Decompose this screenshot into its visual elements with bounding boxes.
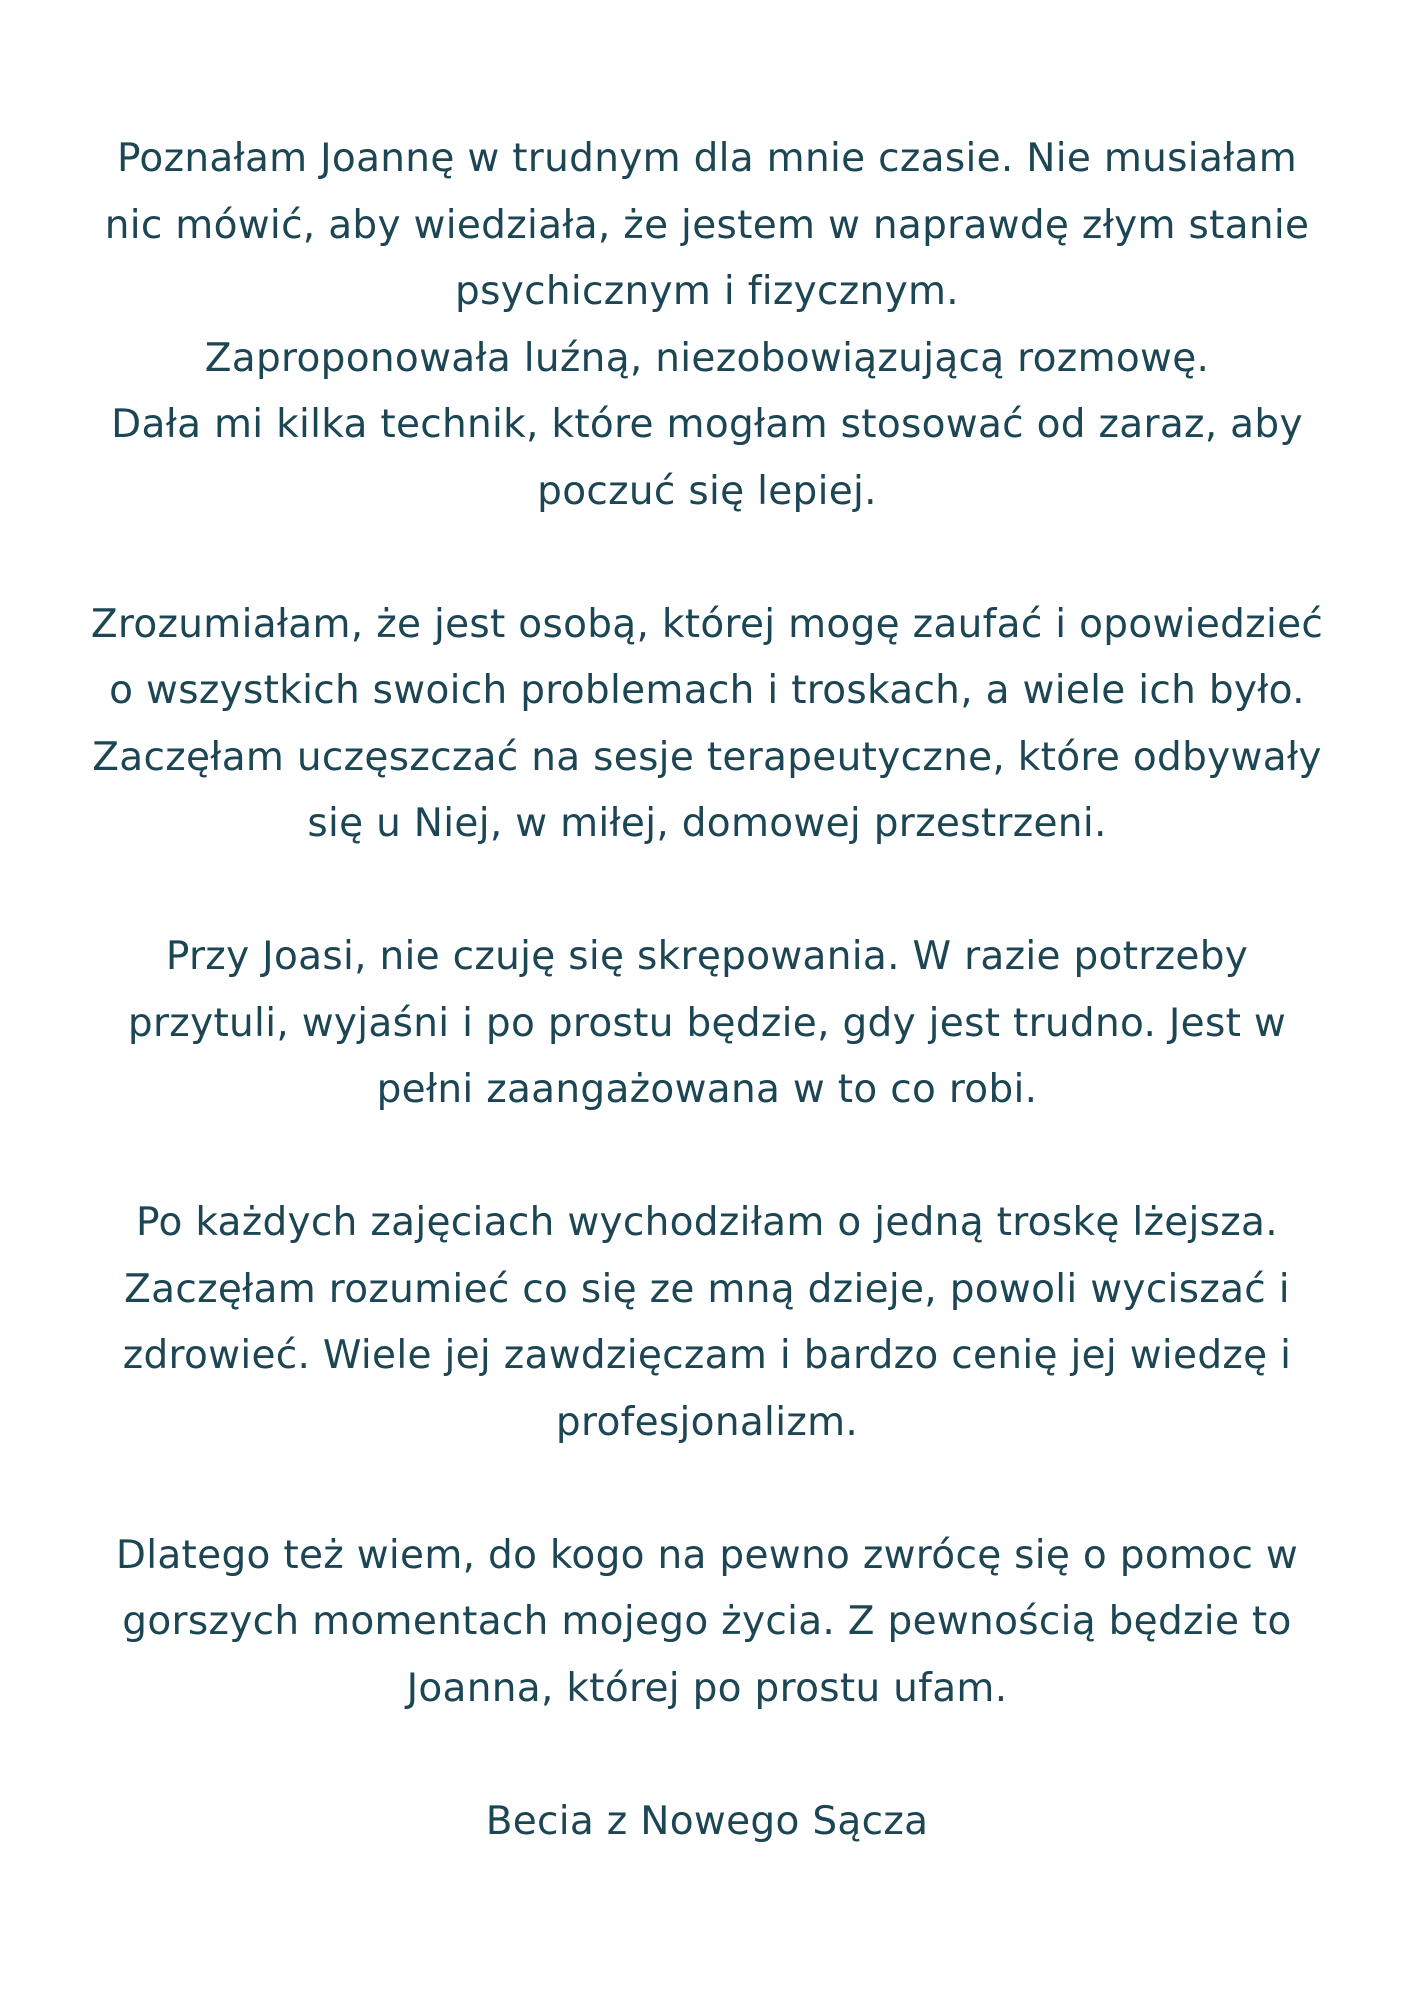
text-line: psychicznym i fizycznym. [455, 269, 959, 314]
text-line: Przy Joasi, nie czuję się skrępowania. W razie potrzeby [165, 934, 1249, 979]
paragraph-1 [40, 126, 1374, 525]
paragraph-4 [40, 1190, 1374, 1456]
testimonial-text [40, 126, 1374, 1855]
text-line: profesjonalizm. [555, 1399, 859, 1445]
text-line: nic mówić, aby wiedziała, że jestem w naprawdę złym stanie [104, 202, 1310, 248]
text-line: Zaproponowała luźną, niezobowiązującą rozmowę. [204, 335, 1210, 381]
text-line: gorszych momentach mojego życia. Z pewnością będzie to [122, 1599, 1292, 1644]
text-line: Po każdych zajęciach wychodziłam o jedną troskę lżejsza. [136, 1200, 1278, 1245]
signature [40, 1789, 1374, 1856]
text-line: poczuć się lepiej. [537, 468, 877, 514]
text-line: Zrozumiałam, że jest osobą, której mogę zaufać i opowiedzieć [90, 601, 1324, 647]
paragraph-3 [40, 924, 1374, 1124]
text-line: przytuli, wyjaśni i po prostu będzie, gdy jest trudno. Jest w [127, 1000, 1287, 1046]
text-line: Joanna, której po prostu ufam. [406, 1665, 1008, 1711]
text-line: zdrowieć. Wiele jej zawdzięczam i bardzo cenię jej wiedzę i [122, 1333, 1292, 1378]
paragraph-2 [40, 592, 1374, 858]
text-line: Dlatego też wiem, do kogo na pewno zwrócę się o pomoc w [115, 1532, 1299, 1578]
text-line: Dała mi kilka technik, które mogłam stosować od zaraz, aby [111, 402, 1303, 447]
text-line: Zaczęłam uczęszczać na sesje terapeutyczne, które odbywały [92, 734, 1322, 780]
paragraph-5 [40, 1523, 1374, 1723]
text-line: pełni zaangażowana w to co robi. [376, 1067, 1038, 1112]
text-line: się u Niej, w miłej, domowej przestrzeni. [307, 801, 1107, 846]
signature-text: Becia z Nowego Sącza [485, 1798, 929, 1844]
text-line: Zaczęłam rozumieć co się ze mną dzieje, powoli wyciszać i [124, 1266, 1290, 1312]
text-line: o wszystkich swoich problemach i troskach, a wiele ich było. [109, 668, 1305, 713]
text-line: Poznałam Joannę w trudnym dla mnie czasie. Nie musiałam [116, 136, 1298, 181]
